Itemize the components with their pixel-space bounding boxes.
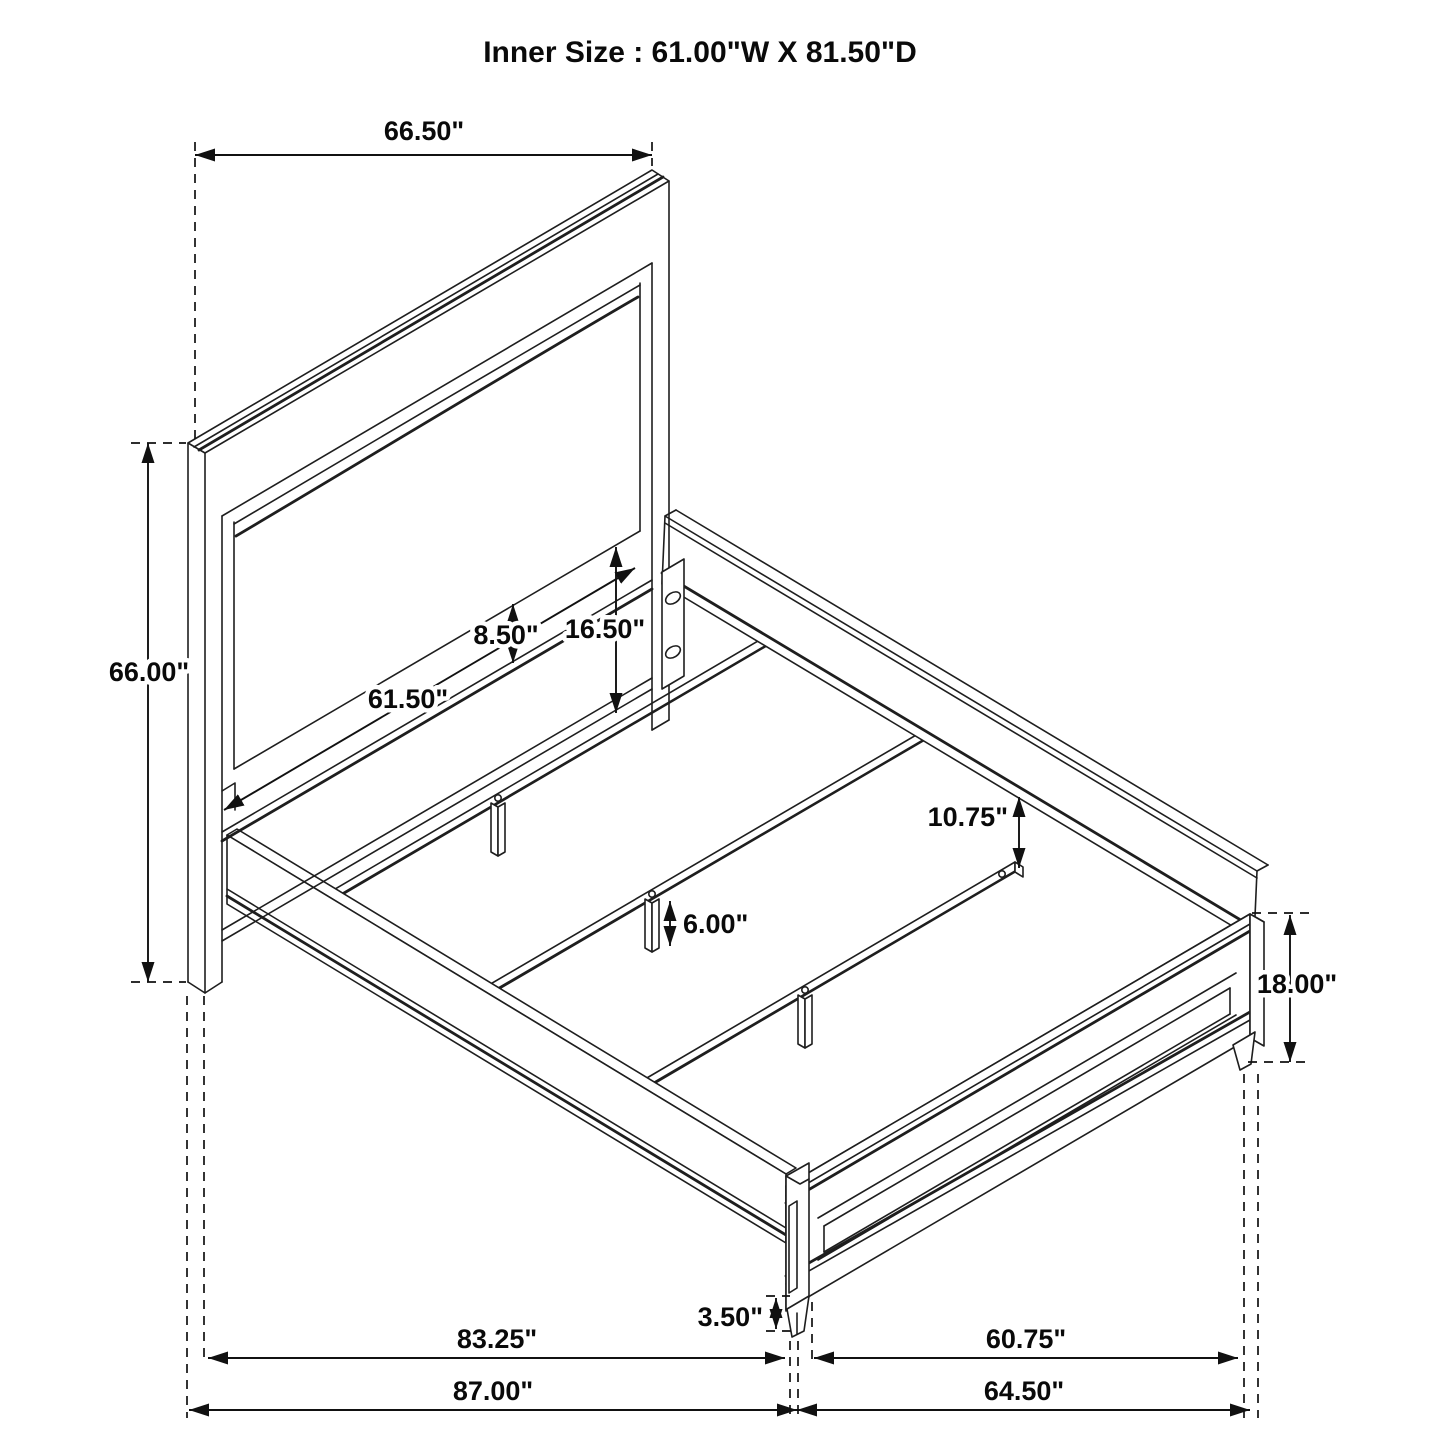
- dimension-rail-span: [565, 547, 645, 713]
- dimension-rail-to-slat: [928, 797, 1019, 868]
- dim-label-rail-to-slat: 10.75": [927, 802, 1008, 832]
- dimension-headboard-height: [109, 443, 189, 982]
- dim-label-footboard-inner-width: 60.75": [985, 1324, 1067, 1354]
- dim-label-overall-depth: 87.00": [452, 1376, 534, 1406]
- dim-label-footboard-height: 18.00": [1256, 969, 1338, 999]
- dimension-headboard-inner-width: [224, 568, 635, 810]
- diagram-title: Inner Size : 61.00"W X 81.50"D: [483, 36, 917, 69]
- dimension-panel-gap: [473, 604, 538, 663]
- side-rail-right: [662, 510, 1268, 939]
- bed-drawing: [188, 170, 1268, 1337]
- slat-3: [640, 862, 1023, 1092]
- dim-label-foot-height: 3.50": [697, 1302, 763, 1332]
- dim-label-panel-gap: 8.50": [473, 620, 539, 650]
- dim-label-headboard-height: 66.00": [108, 657, 190, 687]
- side-rail-left: [227, 829, 796, 1243]
- headboard-top-face: [188, 170, 669, 453]
- dim-label-rail-span: 16.50": [564, 614, 646, 644]
- dimension-headboard-width: [195, 116, 652, 441]
- slat-2: [470, 724, 935, 1006]
- rail-bracket: [662, 559, 684, 689]
- dim-label-headboard-width: 66.50": [383, 116, 465, 146]
- dim-label-footboard-width: 64.50": [983, 1376, 1065, 1406]
- slat-center-leg: [645, 899, 652, 952]
- slat-center-leg: [798, 995, 805, 1048]
- dimension-slat-leg: [670, 901, 748, 946]
- dimension-annotations: [109, 116, 1337, 1420]
- footboard: [786, 914, 1264, 1337]
- dim-label-slat-leg: 6.00": [683, 909, 749, 939]
- slat-center-leg: [491, 803, 498, 856]
- dim-label-headboard-inner-width: 61.50": [367, 684, 449, 714]
- dimension-foot-height: [698, 1296, 796, 1332]
- dim-label-rail-length: 83.25": [456, 1324, 538, 1354]
